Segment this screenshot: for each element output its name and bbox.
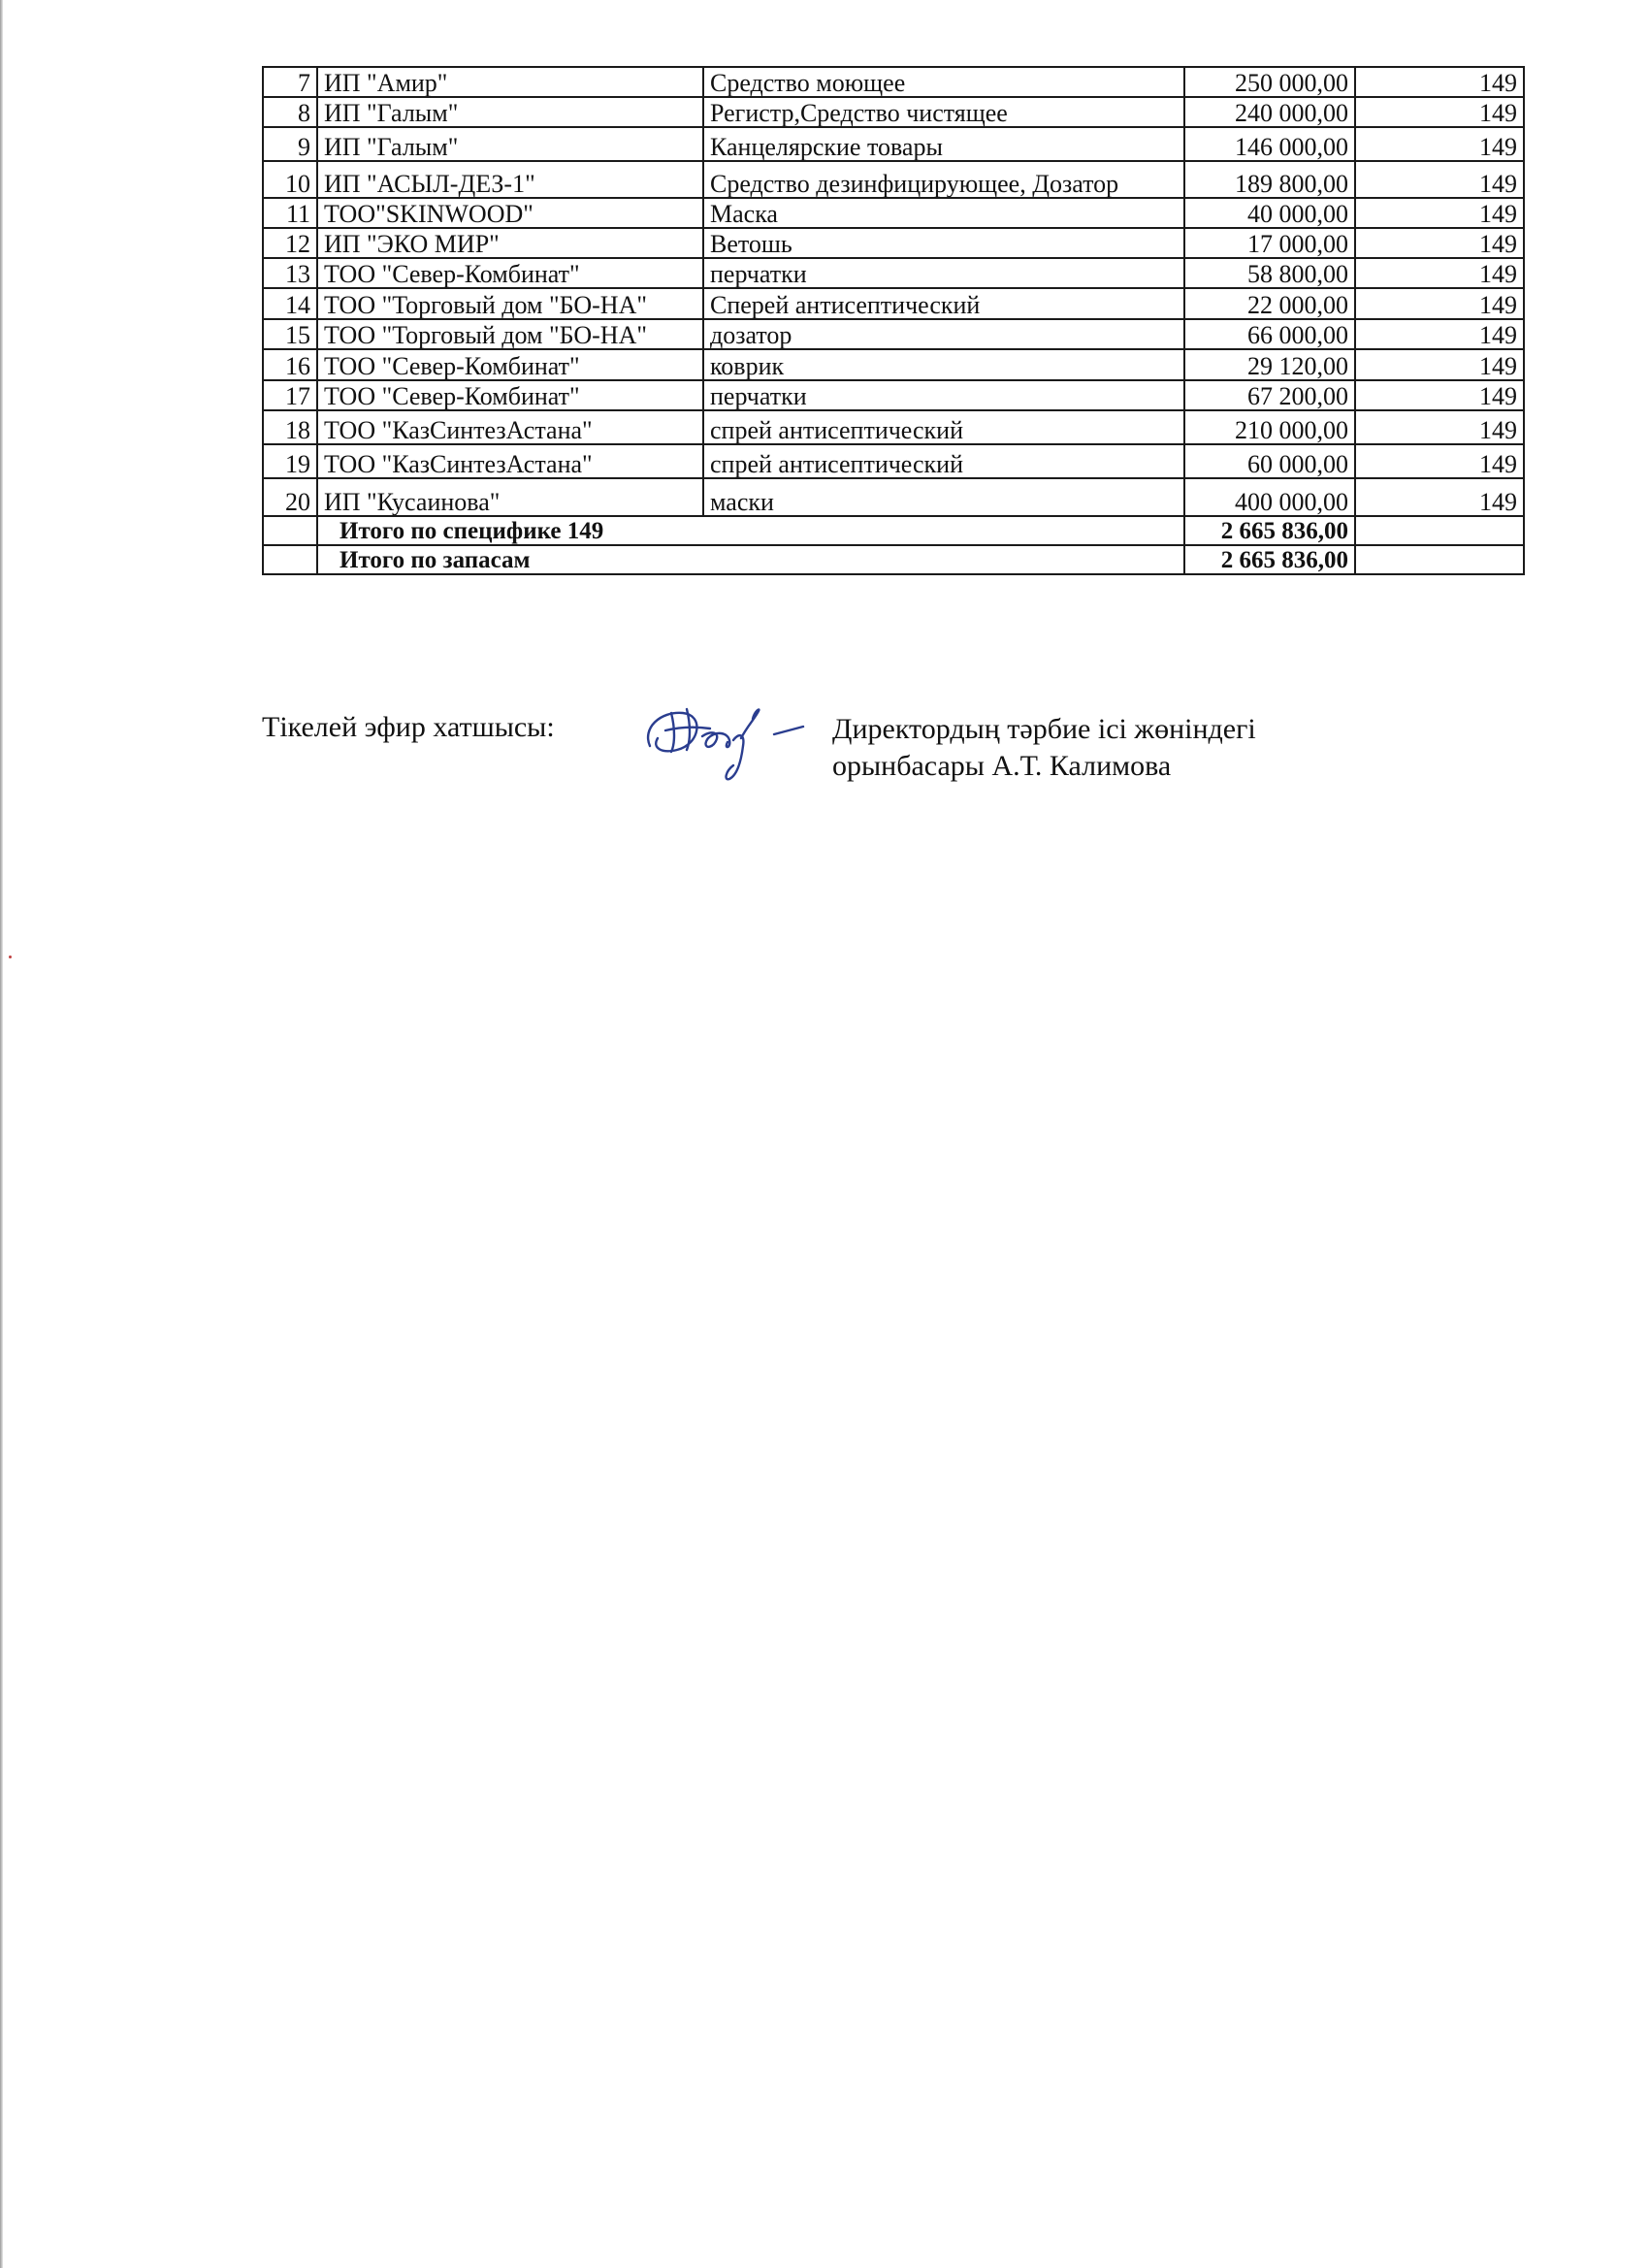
signature-title: Тікелей эфир хатшысы: <box>262 711 555 743</box>
specification-code: 149 <box>1355 288 1524 319</box>
row-number: 15 <box>263 319 317 349</box>
table-body <box>263 67 1524 574</box>
item-description: Средство дезинфицирующее, Дозатор <box>703 161 1184 198</box>
row-number: 20 <box>263 478 317 516</box>
signature-block <box>262 711 1523 818</box>
specification-code: 149 <box>1355 97 1524 127</box>
table-row <box>263 380 1524 410</box>
amount-cell: 146 000,00 <box>1184 127 1355 161</box>
row-number: 14 <box>263 288 317 319</box>
specification-code: 149 <box>1355 444 1524 478</box>
total-label: Итого по специфике 149 <box>317 516 1184 545</box>
row-number: 11 <box>263 198 317 228</box>
amount-cell: 58 800,00 <box>1184 258 1355 288</box>
total-empty-cell <box>263 545 317 574</box>
total-row <box>263 516 1524 545</box>
row-number: 8 <box>263 97 317 127</box>
supplier-name: ТОО "Север-Комбинат" <box>317 380 703 410</box>
item-description: Регистр,Средство чистящее <box>703 97 1184 127</box>
specification-code: 149 <box>1355 380 1524 410</box>
scan-speck <box>9 956 12 958</box>
supplier-name: ИП "Амир" <box>317 67 703 97</box>
table-row <box>263 349 1524 380</box>
total-label: Итого по запасам <box>317 545 1184 574</box>
amount-cell: 67 200,00 <box>1184 380 1355 410</box>
amount-cell: 189 800,00 <box>1184 161 1355 198</box>
supplier-name: ТОО "Торговый дом "БО-НА" <box>317 319 703 349</box>
row-number: 12 <box>263 228 317 258</box>
item-description: маски <box>703 478 1184 516</box>
row-number: 17 <box>263 380 317 410</box>
signatory-position <box>832 711 1256 785</box>
row-number: 9 <box>263 127 317 161</box>
row-number: 13 <box>263 258 317 288</box>
amount-cell: 240 000,00 <box>1184 97 1355 127</box>
table-row <box>263 478 1524 516</box>
total-empty-cell <box>1355 545 1524 574</box>
row-number: 7 <box>263 67 317 97</box>
specification-code: 149 <box>1355 258 1524 288</box>
handwritten-signature <box>632 690 826 792</box>
supplier-name: ТОО "КазСинтезАстана" <box>317 410 703 444</box>
supplier-name: ИП "АСЫЛ-ДЕЗ-1" <box>317 161 703 198</box>
item-description: дозатор <box>703 319 1184 349</box>
supplier-name: ИП "ЭКО МИР" <box>317 228 703 258</box>
item-description: Маска <box>703 198 1184 228</box>
item-description: Канцелярские товары <box>703 127 1184 161</box>
total-empty-cell <box>263 516 317 545</box>
total-amount: 2 665 836,00 <box>1184 545 1355 574</box>
total-empty-cell <box>1355 516 1524 545</box>
supplier-name: ТОО "Торговый дом "БО-НА" <box>317 288 703 319</box>
amount-cell: 66 000,00 <box>1184 319 1355 349</box>
amount-cell: 17 000,00 <box>1184 228 1355 258</box>
item-description: Сперей антисептический <box>703 288 1184 319</box>
row-number: 19 <box>263 444 317 478</box>
table-row <box>263 97 1524 127</box>
supplier-name: ТОО "Север-Комбинат" <box>317 349 703 380</box>
amount-cell: 29 120,00 <box>1184 349 1355 380</box>
supplier-name: ТОО "Север-Комбинат" <box>317 258 703 288</box>
amount-cell: 210 000,00 <box>1184 410 1355 444</box>
specification-code: 149 <box>1355 319 1524 349</box>
item-description: коврик <box>703 349 1184 380</box>
total-row <box>263 545 1524 574</box>
specification-code: 149 <box>1355 67 1524 97</box>
specification-code: 149 <box>1355 127 1524 161</box>
item-description: перчатки <box>703 380 1184 410</box>
amount-cell: 22 000,00 <box>1184 288 1355 319</box>
supplier-name: ТОО"SKINWOOD" <box>317 198 703 228</box>
row-number: 10 <box>263 161 317 198</box>
expense-table <box>262 66 1525 575</box>
table-row <box>263 258 1524 288</box>
amount-cell: 250 000,00 <box>1184 67 1355 97</box>
supplier-name: ИП "Галым" <box>317 127 703 161</box>
amount-cell: 40 000,00 <box>1184 198 1355 228</box>
specification-code: 149 <box>1355 349 1524 380</box>
supplier-name: ТОО "КазСинтезАстана" <box>317 444 703 478</box>
row-number: 18 <box>263 410 317 444</box>
signatory-position-line2: орынбасары А.Т. Калимова <box>832 750 1172 782</box>
table-row <box>263 67 1524 97</box>
scan-edge <box>0 0 3 2268</box>
specification-code: 149 <box>1355 478 1524 516</box>
row-number: 16 <box>263 349 317 380</box>
table-row <box>263 410 1524 444</box>
supplier-name: ИП "Галым" <box>317 97 703 127</box>
specification-code: 149 <box>1355 198 1524 228</box>
specification-code: 149 <box>1355 161 1524 198</box>
item-description: спрей антисептический <box>703 444 1184 478</box>
table-row <box>263 319 1524 349</box>
amount-cell: 60 000,00 <box>1184 444 1355 478</box>
specification-code: 149 <box>1355 228 1524 258</box>
table-row <box>263 127 1524 161</box>
item-description: Средство моющее <box>703 67 1184 97</box>
total-amount: 2 665 836,00 <box>1184 516 1355 545</box>
item-description: Ветошь <box>703 228 1184 258</box>
amount-cell: 400 000,00 <box>1184 478 1355 516</box>
item-description: перчатки <box>703 258 1184 288</box>
table-row <box>263 198 1524 228</box>
item-description: спрей антисептический <box>703 410 1184 444</box>
table-row <box>263 161 1524 198</box>
signatory-position-line1: Директордың тәрбие ісі жөніндегі <box>832 713 1256 745</box>
specification-code: 149 <box>1355 410 1524 444</box>
table-row <box>263 288 1524 319</box>
table-row <box>263 228 1524 258</box>
table-row <box>263 444 1524 478</box>
supplier-name: ИП "Кусаинова" <box>317 478 703 516</box>
